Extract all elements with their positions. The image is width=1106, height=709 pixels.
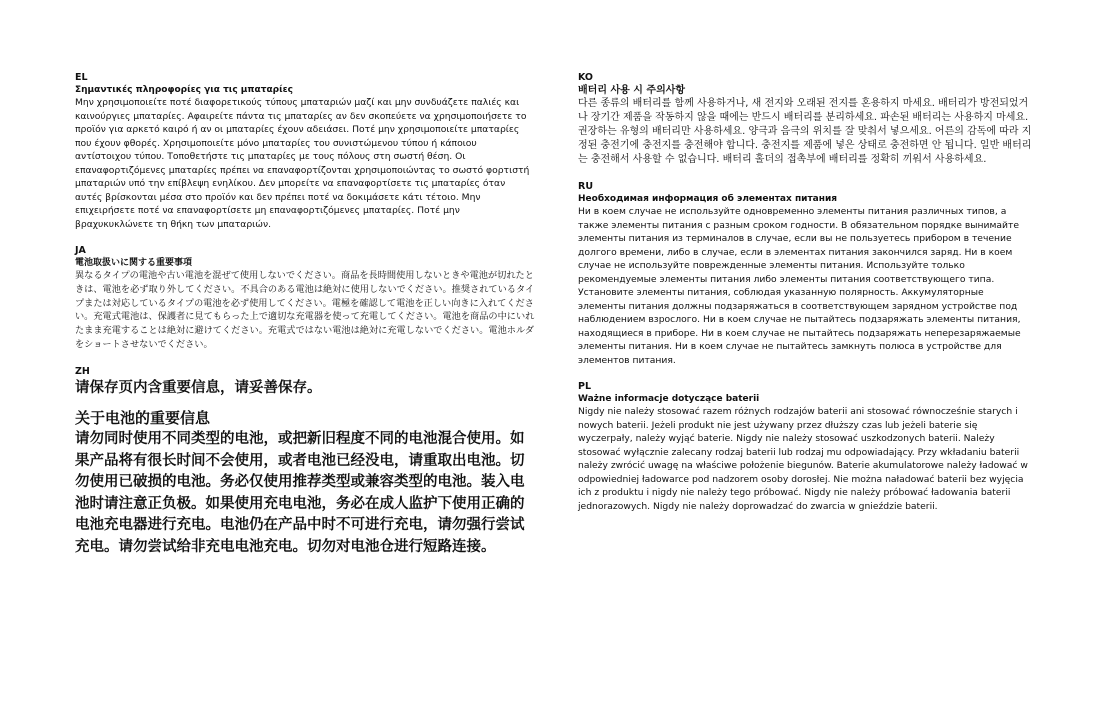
left-column (75, 72, 535, 572)
language-code: ZH (75, 365, 90, 377)
section-title: Σημαντικές πληροφορίες για τις μπαταρίες (75, 85, 293, 95)
section-title: 電池取扱いに関する重要事項 (75, 258, 193, 268)
section-title: Ważne informacje dotyczące baterii (578, 394, 760, 404)
section-zh (75, 366, 535, 559)
language-code: JA (75, 245, 86, 256)
section-title: 배터리 사용 시 주의사항 (578, 85, 686, 96)
section-title: Необходимая информация об элементах питания (578, 194, 838, 204)
language-code: PL (578, 381, 592, 392)
section-el (75, 72, 535, 231)
section-ru (578, 181, 1033, 367)
zh-notice: 请保存页内含重要信息，请妥善保存。 (75, 379, 322, 396)
section-body: Nigdy nie należy stosować razem różnych rodzajów baterii ani stosować równocześnie starych i nowych baterii. Jeżeli produkt nie jest używany przez dłuższy czas lub jeżeli baterie się wyczerpały, należy wyjąć baterie. Nigdy nie należy stosować uszkodzonych baterii. Należy stosować wyłącznie zalecany rodzaj baterii lub rodzaj mu odpowiadający. Przy wkładaniu baterii należy zwrócić uwagę na właściwe położenie biegunów. Baterie akumulatorowe należy ładować w odpowiedniej ładowarce pod nadzorem osoby dorosłej. Nie można naładować baterii bez wyjęcia ich z produktu i nigdy nie należy tego próbować. Nigdy nie należy próbować ładowania baterii jednorazowych. Nigdy nie należy doprowadzać do zwarcia w gnieździe baterii. (578, 406, 1028, 512)
section-body: Ни в коем случае не используйте одновременно элементы питания различных типов, а также элементы питания с разным сроком годности. В обязательном порядке вынимайте элементы питания из терминалов в случае, если вы не пользуетесь прибором в течение долгого времени, либо в случае, если в элементах питания закончился заряд. Ни в коем случае не используйте поврежденные элементы питания. Используйте только рекомендуемые элементы питания либо элементы питания соответствующего типа. Установите элементы питания, соблюдая указанную полярность. Аккумуляторные элементы питания должны подзаряжаться в соответствующем зарядном устройстве под наблюдением взрослого. Ни в коем случае не пытайтесь подзаряжать элементы питания, находящиеся в приборе. Ни в коем случае не пытайтесь подзаряжать неперезаряжаемые элементы питания. Ни в коем случае не пытайтесь замкнуть полюса в устройстве для элементов питания. (578, 206, 1021, 366)
section-ko (578, 72, 1033, 167)
right-column (578, 72, 1033, 527)
section-body: 異なるタイプの電池や古い電池を混ぜて使用しないでください。商品を長時間使用しないときや電池が切れたときは、電池を必ず取り外してください。不具合のある電池は絶対に使用しないでください。推奨されているタイプまたは対応しているタイプの電池を必ず使用してください。電極を確認して電池を正しい向きに入れてください。充電式電池は、保護者に見てもらった上で適切な充電器を使って充電してください。電池を商品の中にいれたまま充電することは絶対に避けてください。充電式ではない電池は絶対に充電しないでください。電池ホルダをショートさせないでください。 (75, 270, 535, 350)
language-code: RU (578, 181, 594, 192)
section-body: 다른 종류의 배터리를 함께 사용하거나, 새 전지와 오래된 전지를 혼용하지 마세요. 배터리가 방전되었거나 장기간 제품을 작동하지 않을 때에는 반드시 배터리를 분리하세요. 파손된 배터리는 사용하지 마세요. 권장하는 유형의 배터리만 사용하세요. 양극과 음극의 위치를 잘 맞춰서 넣으세요. 어른의 감독에 따라 지정된 충전기에 충전지를 충전해야 합니다. 충전지를 제품에 넣은 상태로 충전하면 안 됩니다. 일반 배터리는 충전해서 사용할 수 없습니다. 배터리 홀더의 접촉부에 배터리를 정확히 끼워서 사용하세요. (578, 98, 1032, 165)
section-body: 请勿同时使用不同类型的电池，或把新旧程度不同的电池混合使用。如果产品将有很长时间不会使用，或者电池已经没电，请重取出电池。切勿使用已破损的电池。务必仅使用推荐类型或兼容类型的电池。装入电池时请注意正负极。如果使用充电电池，务必在成人监护下使用正确的电池充电器进行充电。电池仍在产品中时不可进行充电，请勿强行尝试充电。请勿尝试给非充电电池充电。切勿对电池仓进行短路连接。 (75, 431, 525, 555)
section-ja (75, 245, 535, 352)
language-code: EL (75, 72, 88, 83)
section-pl (578, 381, 1033, 513)
language-code: KO (578, 72, 594, 83)
section-body: Μην χρησιμοποιείτε ποτέ διαφορετικούς τύπους μπαταριών μαζί και μην συνδυάζετε παλιές και καινούργιες μπαταρίες. Αφαιρείτε πάντα τις μπαταρίες αν δεν σκοπεύετε να χρησιμοποιήσετε το προϊόν για αρκετό καιρό ή αν οι μπαταρίες έχουν αδειάσει. Ποτέ μην χρησιμοποιείτε μπαταρίες που έχουν φθορές. Χρησιμοποιείτε μόνο μπαταρίες του συνιστώμενου τύπου ή κάποιου αντίστοιχου τύπου. Τοποθετήστε τις μπαταρίες με τους πόλους στη σωστή θέση. Οι επαναφορτιζόμενες μπαταρίες πρέπει να επαναφορτίζονται χρησιμοποιώντας το σωστό φορτιστή μπαταριών υπό την επίβλεψη ενηλίκου. Δεν μπορείτε να επαναφορτίσετε τις μπαταρίες όταν αυτές βρίσκονται μέσα στο προϊόν και δεν πρέπει ποτέ να δοκιμάσετε κάτι τέτοιο. Μην επιχειρήσετε ποτέ να επαναφορτίσετε μη επαναφορτιζόμενες μπαταρίες. Ποτέ μην βραχυκυκλώνετε τη θήκη των μπαταριών. (75, 97, 530, 230)
section-title: 关于电池的重要信息 (75, 409, 211, 428)
